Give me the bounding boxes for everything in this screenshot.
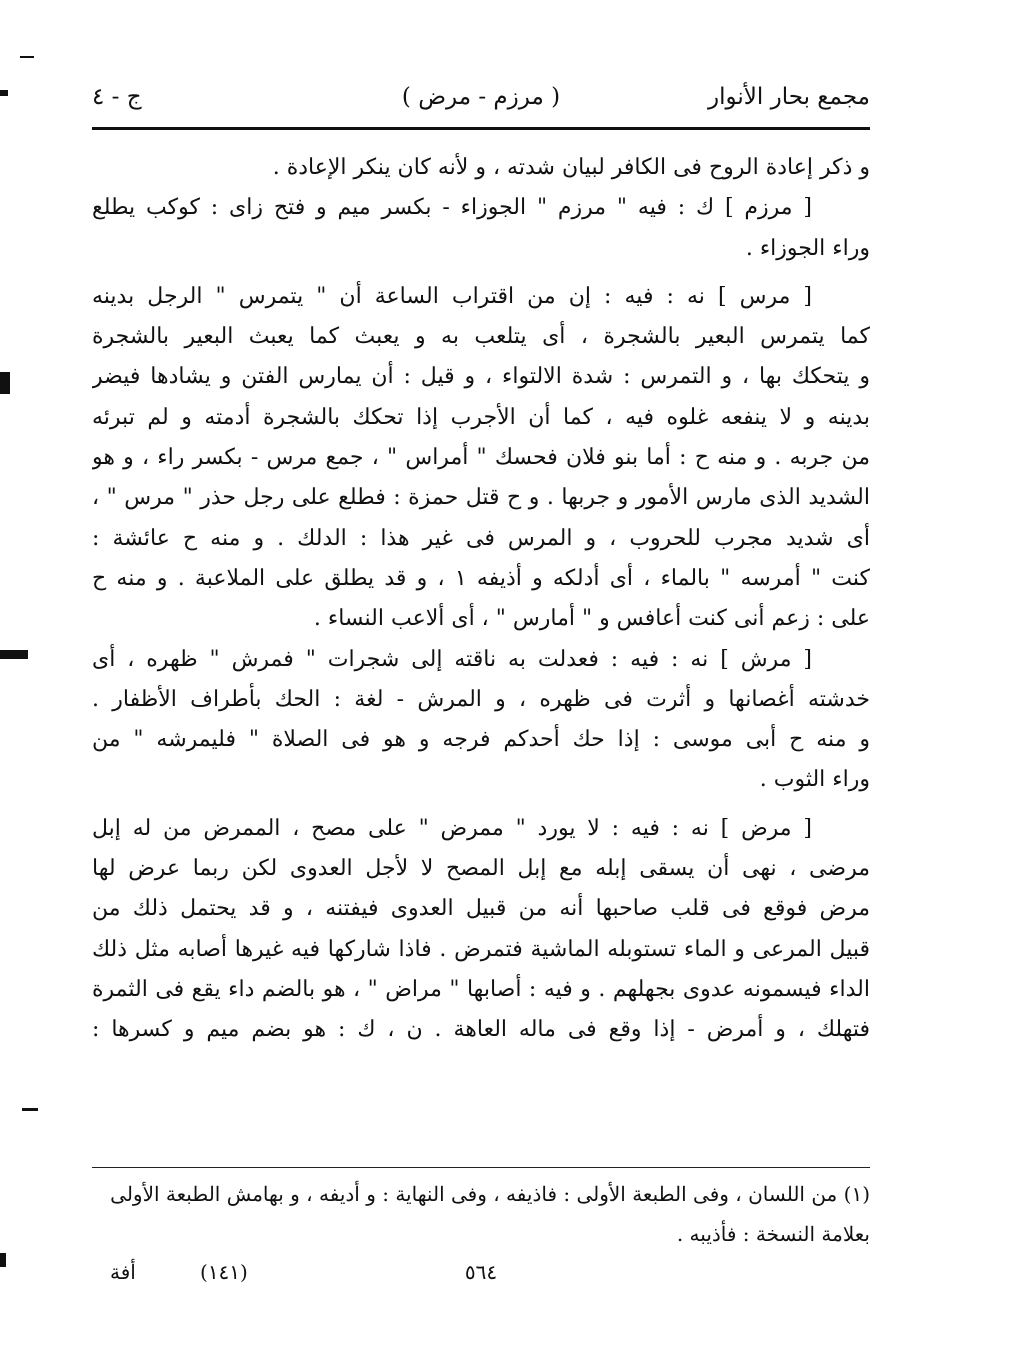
- entry-line: [ مرس ] نه : فيه : إن من اقتراب الساعة أن " يتمرس " الرجل بدينه: [92, 283, 812, 309]
- text-line: قبيل المرعى و الماء تستوبله الماشية فتمرض . فاذا شاركها فيه غيرها أصابه مثل ذلك: [92, 936, 870, 962]
- scan-speck: [20, 56, 34, 58]
- print-number: (١٤١): [200, 1260, 248, 1284]
- header-rule: [92, 127, 870, 130]
- scan-speck: [0, 1253, 6, 1267]
- page-number: ٥٦٤: [464, 1260, 498, 1284]
- body-text: [92, 148, 870, 1051]
- text-line: خدشته أغصانها و أثرت فى ظهره ، و المرش - لغة : الحك بأطراف الأظفار .: [92, 686, 870, 712]
- scan-speck: [22, 1108, 38, 1111]
- text-line: مرضى ، نهى أن يسقى إبله مع إبل المصح لا لأجل العدوى لكن ربما عرض لها: [92, 856, 870, 882]
- text-line: مرض فوقع فى قلب صاحبها أنه من قبيل العدوى فيفتنه ، و قد يحتمل ذلك من: [92, 896, 870, 922]
- text-line: فتهلك ، و أمرض - إذا وقع فى ماله العاهة . ن ، ك : هو بضم ميم و كسرها :: [92, 1017, 870, 1043]
- text-line: من جربه . و منه ح : أما بنو فلان فحسك " أمراس " ، جمع مرس - بكسر راء ، و هو: [92, 445, 870, 471]
- signature-mark: أفة: [110, 1260, 136, 1284]
- text-line: كما يتمرس البعير بالشجرة ، أى يتلعب به و يعبث كما يعبث البعير بالشجرة: [92, 324, 870, 350]
- text-line: الداء فيسمونه عدوى بجهلهم . و فيه : أصابها " مراض " ، هو بالضم داء يقع فى الثمرة: [92, 976, 870, 1002]
- paragraph-gap: [92, 801, 870, 809]
- entry-line: [ مرش ] نه : فيه : فعدلت به ناقته إلى شجرات " فمرش " ظهره ، أى: [92, 646, 812, 672]
- text-line: على : زعم أنى كنت أعافس و " أمارس " ، أى ألاعب النساء .: [313, 606, 870, 632]
- footnote-rule: [92, 1167, 870, 1168]
- paragraph-gap: [92, 269, 870, 277]
- scan-speck: [0, 90, 8, 96]
- entry-range: ( مرزم - مرض ): [401, 84, 561, 110]
- volume-number: ج - ٤: [92, 84, 142, 110]
- text-line: كنت " أمرسه " بالماء ، أى أدلكه و أذيفه ١ ، و قد يطلق على الملاعبة . و منه ح: [92, 565, 870, 591]
- footnote: [92, 1174, 870, 1254]
- text-line: و منه ح أبى موسى : إذا حك أحدكم فرجه و هو فى الصلاة " فليمرشه " من: [92, 727, 870, 753]
- footnote-line: (١) من اللسان ، وفى الطبعة الأولى : فاذيفه ، وفى النهاية : و أديفه ، و بهامش الطبعة الأولى: [110, 1182, 870, 1206]
- footnote-line: بعلامة النسخة : فأذيبه .: [676, 1222, 870, 1246]
- running-header: [92, 78, 870, 122]
- text-line: و يتحكك بها ، و التمرس : شدة الالتواء ، و قيل : أن يمارس الفتن و يشادها فيضر: [92, 364, 870, 390]
- text-line: و ذكر إعادة الروح فى الكافر لبيان شدته ، و لأنه كان ينكر الإعادة .: [272, 155, 870, 180]
- text-line: وراء الجوزاء .: [745, 235, 870, 261]
- page-footer: [92, 1260, 870, 1294]
- entry-line: [ مرض ] نه : فيه : لا يورد " ممرض " على مصح ، الممرض من له إبل: [92, 815, 812, 841]
- entry-line: [ مرزم ] ك : فيه " مرزم " الجوزاء - بكسر ميم و فتح زاى : كوكب يطلع: [92, 195, 812, 221]
- book-title: مجمع بحار الأنوار: [708, 84, 870, 110]
- scan-speck: [0, 372, 10, 394]
- text-line: وراء الثوب .: [759, 767, 870, 793]
- text-line: أى شديد مجرب للحروب ، و المرس فى غير هذا : الدلك . و منه ح عائشة :: [92, 525, 870, 551]
- text-line: بدينه و لا ينفعه غلوه فيه ، كما أن الأجرب إذا تحكك بالشجرة أدمته و لم تبرئه: [92, 404, 870, 430]
- text-line: الشديد الذى مارس الأمور و جربها . و ح قتل حمزة : فطلع على رجل حذر " مرس " ،: [92, 485, 870, 511]
- scan-speck: [0, 650, 28, 659]
